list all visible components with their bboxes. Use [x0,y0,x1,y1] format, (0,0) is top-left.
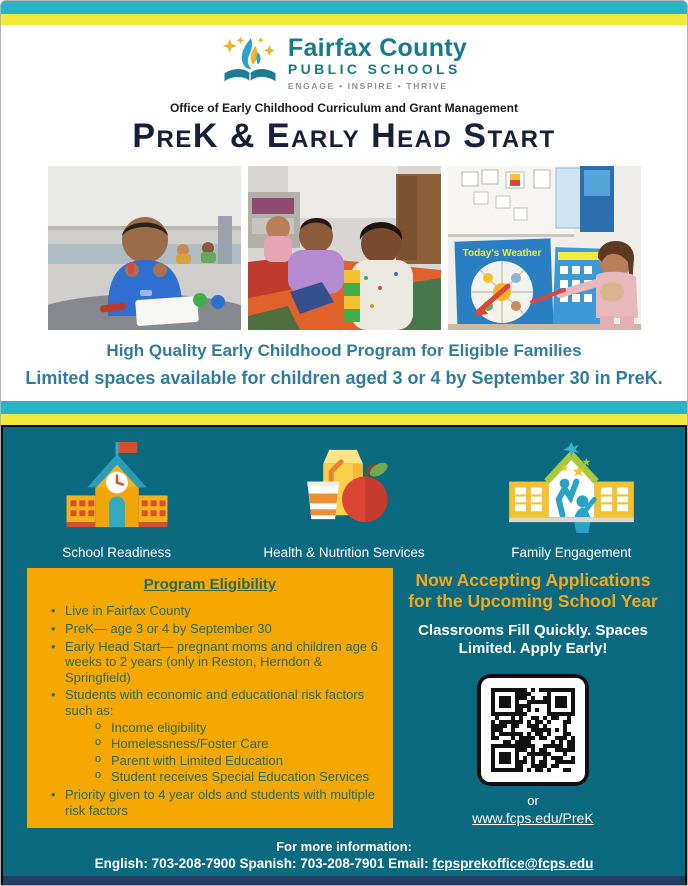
school-building-icon [57,440,177,540]
intro-line-2: Limited spaces available for children aged 3 or 4 by September 30 in PreK. [25,368,663,389]
mid-yellow-bar [1,414,687,425]
spanish-label: Spanish: [239,856,297,871]
logo-name-line1: Fairfax County [287,34,468,63]
eligibility-list [40,603,380,818]
photo-strip [1,166,687,330]
service-label-family-engagement: Family Engagement [511,545,632,561]
services-row [3,440,685,560]
mid-cyan-bar [1,401,687,414]
or-label: or [527,793,539,809]
eligibility-title: Program Eligibility [143,576,277,594]
intro-line-1: High Quality Early Childhood Program for Eligible Families [106,341,582,361]
footer-contact [3,839,685,876]
program-eligibility-box [27,568,393,828]
office-subtitle: Office of Early Childhood Curriculum and Grant Management [169,101,519,115]
teal-section [1,425,687,885]
intro-text [1,341,687,389]
top-cyan-bar [1,1,687,14]
apply-column [393,568,673,828]
english-phone: 703-208-7900 [151,856,236,871]
logo-name-line2: PUBLIC SCHOOLS [287,61,461,78]
prek-website-link[interactable]: www.fcps.edu/PreK [472,810,594,827]
service-family-engagement [458,440,685,560]
photo-girl-weather-chart [448,166,641,330]
eligibility-item: • Students with economic and educational risk factors such as: o Income eligibility o Homelessness/Foster Care o Parent with Limited Education o Student receives Special Education Services [56,687,380,785]
eligibility-item: • Priority given to 4 year olds and students with multiple risk factors [56,787,380,818]
service-label-health-nutrition: Health & Nutrition Services [263,545,425,561]
fcps-book-flame-icon [221,34,279,93]
eligibility-item: • PreK— age 3 or 4 by September 30 [56,621,380,637]
qr-code-pattern [491,688,575,772]
apply-subhead: Classrooms Fill Quickly. Spaces Limited. Apply Early! [418,621,648,658]
risk-factor-item: o Income eligibility [105,720,380,736]
svg-text:Today's Weather: Today's Weather [462,248,541,260]
school-family-icon [504,440,639,540]
footer-heading: For more information: [276,839,412,854]
photo-boy-painting [48,166,241,330]
eligibility-item: • Live in Fairfax County [56,603,380,619]
page-title: PreK & Early Head Start [132,117,556,155]
qr-code [477,674,589,786]
qr-code-inner [481,678,585,782]
spanish-phone: 703-208-7901 [300,856,385,871]
top-yellow-bar [1,14,687,25]
risk-factor-item: o Homelessness/Foster Care [105,736,380,752]
logo-tagline: ENGAGE • INSPIRE • THRIVE [287,80,448,91]
service-school-readiness [3,440,230,560]
photo-children-blocks [248,166,441,330]
food-and-apple-icon [284,440,404,540]
email-label: Email: [388,856,429,871]
fcps-logo [1,34,687,93]
service-health-nutrition [230,440,457,560]
english-label: English: [94,856,148,871]
footer-contacts [3,856,685,871]
eligibility-item: • Early Head Start— pregnant moms and children age 6 weeks to 2 years (only in Reston, Herndon & Springfield) [56,639,380,686]
risk-factor-item: o Parent with Limited Education [105,753,380,769]
risk-factor-sublist [65,720,380,785]
service-label-school-readiness: School Readiness [62,545,172,561]
email-link[interactable]: fcpsprekoffice@fcps.edu [432,856,594,871]
risk-factor-item: o Student receives Special Education Services [105,769,380,785]
bottom-navy-bar [3,876,685,885]
apply-headline: Now Accepting Applications for the Upcoming School Year [408,570,658,612]
